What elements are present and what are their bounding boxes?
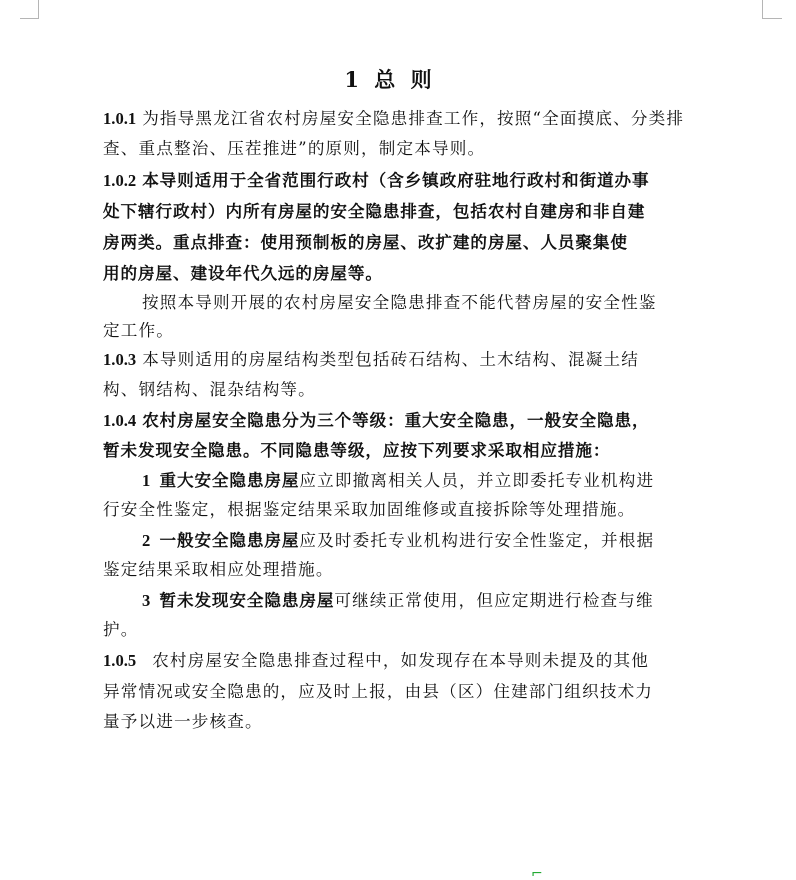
clause-1-0-1-line (103, 134, 703, 164)
clause-1-0-2-line (103, 196, 703, 226)
clause-text: 本导则适用的房屋结构类型包括砖石结构、土木结构、混凝土结 (142, 350, 640, 369)
clause-text: 农村房屋安全隐患分为三个等级：重大安全隐患，一般安全隐患， (142, 410, 650, 430)
item-number: 2 (142, 531, 152, 550)
clause-text: 查、重点整治、压茬推进”的原则，制定本导则。 (103, 139, 486, 158)
list-item-1-line (103, 495, 703, 525)
list-item-1 (142, 465, 742, 496)
clause-1-0-2-line (103, 227, 703, 257)
item-text: 行安全性鉴定，根据鉴定结果采取加固维修或直接拆除等处理措施。 (103, 500, 636, 519)
clause-1-0-5-line (103, 677, 703, 707)
item-text: 应立即撤离相关人员，并立即委托专业机构进 (299, 471, 655, 490)
clause-1-0-5-line (103, 707, 703, 737)
item-keyword: 暂未发现安全隐患房屋 (159, 590, 335, 610)
clause-number: 1.0.2 (103, 171, 137, 190)
clause-number: 1.0.3 (103, 350, 137, 369)
cursor-marker-icon: ⌐ (531, 866, 543, 880)
clause-text: 农村房屋安全隐患排查过程中，如发现存在本导则未提及的其他 (152, 651, 650, 670)
list-item-2-line (103, 555, 703, 585)
paragraph-line (142, 288, 742, 318)
clause-text: 本导则适用于全省范围行政村（含乡镇政府驻地行政村和街道办事 (142, 170, 650, 190)
clause-1-0-4-line (103, 405, 703, 436)
item-keyword: 重大安全隐患房屋 (159, 470, 300, 490)
clause-number: 1.0.1 (103, 109, 137, 128)
clause-text: 异常情况或安全隐患的，应及时上报，由县（区）住建部门组织技术力 (103, 682, 654, 701)
clause-text: 房两类。重点排查：使用预制板的房屋、改扩建的房屋、人员聚集使 (103, 232, 628, 252)
list-item-3-line (103, 615, 703, 645)
clause-text: 用的房屋、建设年代久远的房屋等。 (103, 263, 383, 283)
crop-mark-top-left (38, 0, 39, 18)
clause-text: 构、钢结构、混杂结构等。 (103, 380, 316, 399)
item-text: 可继续正常使用，但应定期进行检查与维 (334, 591, 654, 610)
paragraph-line (103, 316, 703, 346)
clause-number: 1.0.4 (103, 411, 137, 430)
clause-text: 处下辖行政村）内所有房屋的安全隐患排查，包括农村自建房和非自建 (103, 201, 646, 221)
clause-1-0-2-line (103, 258, 703, 288)
item-number: 1 (142, 471, 152, 490)
crop-mark-top-right (762, 0, 763, 18)
clause-1-0-2-line (103, 165, 703, 196)
chapter-title: 1 总 则 (344, 67, 436, 92)
crop-mark-top-left (20, 18, 39, 19)
paragraph-text: 定工作。 (103, 321, 174, 340)
item-keyword: 一般安全隐患房屋 (159, 530, 300, 550)
clause-1-0-4-line (103, 435, 703, 465)
list-item-2 (142, 525, 742, 556)
item-text: 护。 (103, 620, 139, 639)
clause-1-0-3-line (103, 375, 703, 405)
clause-number: 1.0.5 (103, 651, 137, 670)
paragraph-text: 按照本导则开展的农村房屋安全隐患排查不能代替房屋的安全性鉴 (142, 293, 657, 312)
crop-mark-top-right (762, 18, 782, 19)
clause-text: 为指导黑龙江省农村房屋安全隐患排查工作，按照“全面摸底、分类排 (142, 109, 685, 128)
clause-1-0-1-line (103, 104, 703, 134)
item-text: 应及时委托专业机构进行安全性鉴定，并根据 (299, 531, 655, 550)
clause-text: 暂未发现安全隐患。不同隐患等级，应按下列要求采取相应措施： (103, 440, 611, 460)
item-text: 鉴定结果采取相应处理措施。 (103, 560, 334, 579)
list-item-3 (142, 585, 742, 616)
clause-1-0-5-line (103, 646, 703, 676)
clause-1-0-3-line (103, 345, 703, 375)
clause-text: 量予以进一步核查。 (103, 712, 263, 731)
item-number: 3 (142, 591, 152, 610)
